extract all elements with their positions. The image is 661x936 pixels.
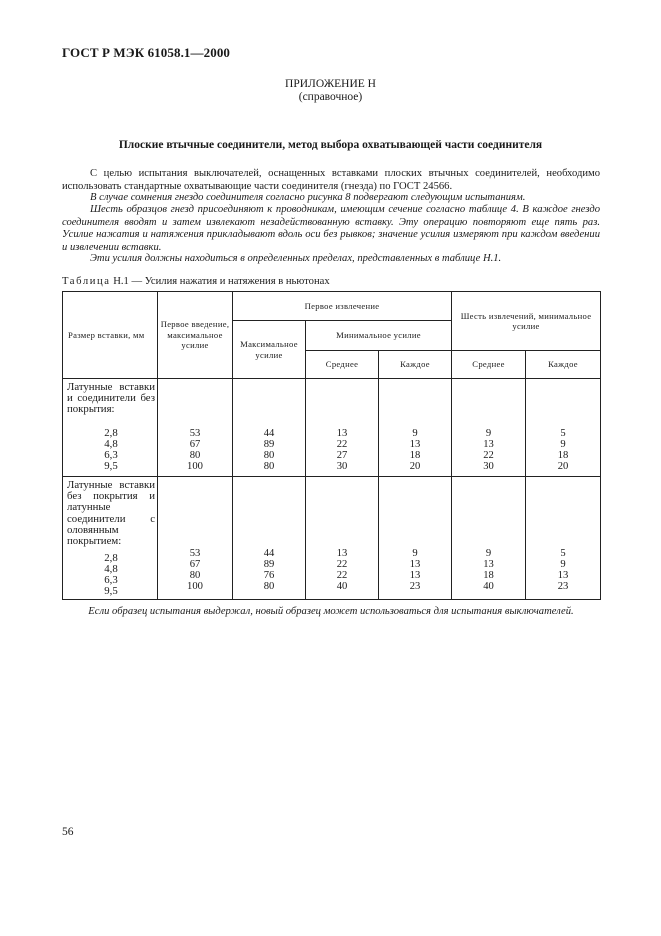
cell-value: 9	[485, 428, 492, 439]
cell-size: 6,3	[104, 449, 118, 461]
header-first-extract: Первое извлечение	[233, 292, 452, 321]
cell-value: 23	[409, 581, 421, 592]
cell-value: 100	[187, 581, 203, 592]
cell-value: 22	[336, 570, 348, 581]
cell-value: 22	[483, 450, 494, 461]
col-first-insert	[158, 379, 233, 477]
header-min-avg: Среднее	[306, 351, 379, 379]
cell-value: 23	[557, 581, 569, 592]
footer-note: Если образец испытания выдержал, новый образец может использоваться для испытания выключателей.	[88, 606, 574, 617]
value-list	[526, 477, 600, 592]
cell-size: 2,8	[104, 552, 118, 565]
cell-value: 22	[336, 559, 348, 570]
cell-value: 27	[336, 450, 348, 461]
value-list	[526, 379, 600, 472]
paragraph-procedure: Шесть образцов гнезд присоединяют к проводникам, имеющим сечение согласно таблице 4. В каждое гнездо соединителя вводят и затем извлекают незадействованную вставку. Эту операцию повторяют еще пять раз. Усилие нажатия и натяжения прикладывают вдоль оси без рывков; значение усилия измеряют при каждом введении и извлечении вставки.	[62, 204, 600, 253]
group-label: Латунные вставки и соединители без покрытия:	[67, 381, 155, 416]
table-group-brass	[63, 379, 601, 477]
cell-size: 4,8	[104, 438, 118, 450]
cell-value: 30	[483, 461, 494, 472]
cell-value: 9	[412, 548, 418, 559]
cell-value: 44	[263, 548, 275, 559]
cell-value: 13	[409, 570, 421, 581]
cell-value: 13	[336, 548, 348, 559]
col-first-insert	[158, 477, 233, 600]
table-caption-prefix: Таблица	[62, 276, 111, 287]
group-label: Латунные вставки без покрытия и латунные соединители с оловянным покрытием:	[67, 479, 155, 548]
col-six-avg	[452, 379, 526, 477]
cell-value: 100	[187, 461, 203, 472]
table-caption-text: Н.1 — Усилия нажатия и натяжения в ньютонах	[110, 276, 330, 287]
header-six-extract: Шесть извлечений, минимальное усилие	[452, 292, 601, 351]
header-min-force: Минимальное усилие	[306, 321, 452, 351]
cell-value: 89	[263, 559, 275, 570]
header-six-each: Каждое	[526, 351, 601, 379]
col-max	[233, 477, 306, 600]
size-list	[67, 422, 155, 472]
cell-value: 20	[557, 461, 569, 472]
page-number: 56	[62, 826, 74, 838]
cell-value: 13	[483, 559, 494, 570]
cell-size: 9,5	[104, 460, 118, 472]
size-list	[67, 547, 155, 597]
cell-value: 67	[189, 559, 201, 570]
header-first-insert: Первое введение, максимальное усилие	[158, 292, 233, 379]
col-six-each	[526, 379, 601, 477]
header-min-each: Каждое	[379, 351, 452, 379]
appendix-heading	[0, 78, 661, 104]
group-cell-tinned	[63, 477, 158, 600]
cell-size: 2,8	[104, 427, 118, 439]
value-list	[452, 379, 525, 472]
cell-value: 18	[483, 570, 494, 581]
value-list	[158, 379, 232, 472]
cell-value: 13	[557, 570, 569, 581]
cell-value: 80	[263, 581, 275, 592]
cell-value: 5	[560, 428, 566, 439]
cell-value: 5	[560, 548, 566, 559]
paragraph-limits: Эти усилия должны находиться в определенных пределах, представленных в таблице Н.1.	[90, 253, 502, 264]
section-title: Плоские втычные соединители, метод выбора охватывающей части соединителя	[118, 139, 543, 151]
appendix-subtitle: (справочное)	[298, 91, 363, 103]
col-min-avg	[306, 379, 379, 477]
header-size: Размер вставки, мм	[63, 292, 158, 379]
cell-value: 44	[263, 428, 275, 439]
col-min-avg	[306, 477, 379, 600]
cell-value: 53	[189, 548, 201, 559]
cell-value: 9	[560, 559, 566, 570]
cell-value: 20	[409, 461, 421, 472]
value-list	[379, 477, 451, 592]
cell-size: 9,5	[104, 585, 118, 598]
col-max	[233, 379, 306, 477]
cell-value: 9	[412, 428, 418, 439]
cell-value: 89	[263, 439, 275, 450]
header-max-force: Максимальное усилие	[233, 321, 306, 379]
cell-value: 18	[557, 450, 569, 461]
cell-size: 6,3	[104, 574, 118, 587]
value-list	[379, 379, 451, 472]
cell-value: 22	[336, 439, 348, 450]
paragraph-doubt: В случае сомнения гнездо соединителя согласно рисунка 8 подвергают следующим испытаниям.	[90, 192, 526, 203]
cell-value: 13	[483, 439, 494, 450]
cell-value: 9	[560, 439, 566, 450]
table-group-tinned	[63, 477, 601, 600]
document-code: ГОСТ Р МЭК 61058.1—2000	[62, 45, 231, 60]
col-min-each	[379, 477, 452, 600]
value-list	[233, 477, 305, 592]
col-six-avg	[452, 477, 526, 600]
value-list	[306, 477, 378, 592]
cell-value: 80	[189, 570, 201, 581]
cell-value: 13	[409, 559, 421, 570]
cell-value: 80	[263, 450, 275, 461]
cell-value: 13	[409, 439, 421, 450]
col-min-each	[379, 379, 452, 477]
cell-value: 18	[409, 450, 421, 461]
cell-value: 80	[189, 450, 201, 461]
col-six-each	[526, 477, 601, 600]
cell-value: 40	[336, 581, 348, 592]
group-cell-brass	[63, 379, 158, 477]
paragraph-purpose: С целью испытания выключателей, оснащенных вставками плоских втычных соединителей, необходимо использовать стандартные охватывающие части соединителя (гнезда) по ГОСТ 24566.	[62, 168, 600, 192]
table-caption	[62, 276, 330, 287]
header-six-avg: Среднее	[452, 351, 526, 379]
appendix-title: ПРИЛОЖЕНИЕ Н	[285, 78, 376, 90]
cell-size: 4,8	[104, 563, 118, 576]
value-list	[452, 477, 525, 592]
cell-value: 53	[189, 428, 201, 439]
cell-value: 13	[336, 428, 348, 439]
value-list	[158, 477, 232, 592]
cell-value: 9	[485, 548, 492, 559]
value-list	[306, 379, 378, 472]
cell-value: 76	[263, 570, 275, 581]
cell-value: 40	[483, 581, 494, 592]
cell-value: 67	[189, 439, 201, 450]
cell-value: 30	[336, 461, 348, 472]
value-list	[233, 379, 305, 472]
cell-value: 80	[263, 461, 275, 472]
force-table	[62, 291, 601, 600]
